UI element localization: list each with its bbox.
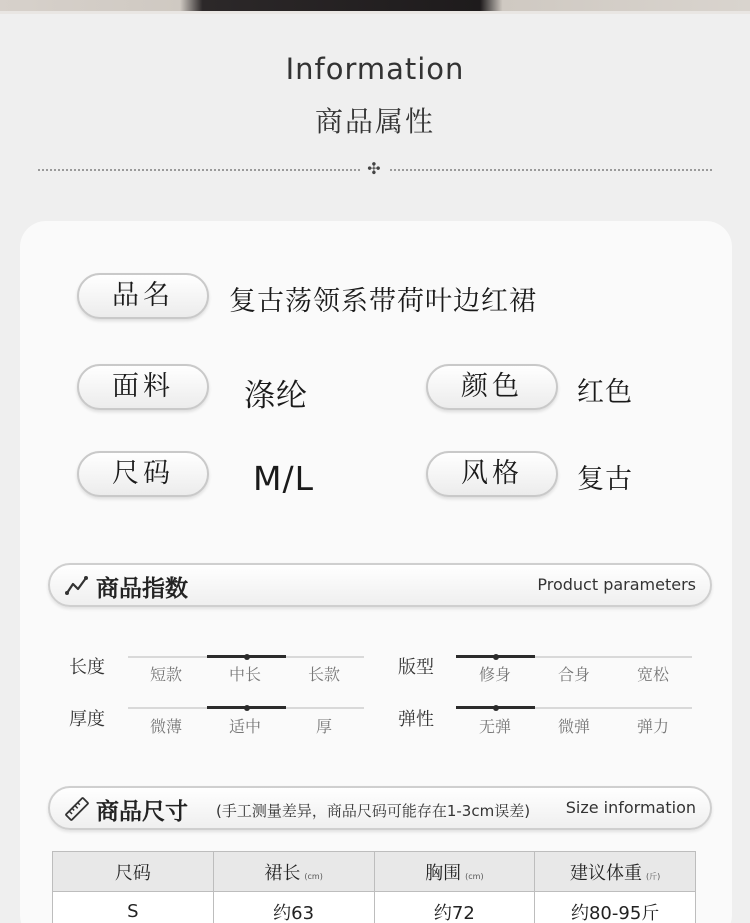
size-table-header <box>53 852 696 892</box>
param-option: 短款 <box>149 665 182 684</box>
section-title-en: Information <box>285 52 465 86</box>
size-table-header-cell: 建议体重 (斤) <box>535 852 696 892</box>
param-option: 宽松 <box>636 665 669 684</box>
param-track <box>128 707 364 709</box>
fabric-value: 涤纶 <box>244 378 308 414</box>
size-table-header-cell: 裙长 (cm) <box>213 852 374 892</box>
size-table <box>52 851 696 923</box>
param-selected-dot <box>244 705 250 711</box>
param-option: 长款 <box>307 665 340 684</box>
size-table-header-cell: 胸围 (cm) <box>374 852 535 892</box>
param-option: 弹力 <box>636 717 669 736</box>
param-option: 微薄 <box>149 717 182 736</box>
param-option: 无弹 <box>478 717 511 736</box>
table-cell: 约63 <box>213 892 374 923</box>
section-title-cn: 商品属性 <box>314 105 435 138</box>
param-option: 合身 <box>557 665 590 684</box>
size-table-body <box>53 892 696 923</box>
size-value: M/L <box>253 459 314 498</box>
style-label-pill: 风格 <box>426 451 558 497</box>
ruler-icon <box>64 796 90 822</box>
size-section-en: Size information <box>565 798 696 817</box>
param-option: 适中 <box>228 717 261 736</box>
param-label: 长度 <box>69 657 105 678</box>
param-label: 版型 <box>398 657 434 678</box>
product-photo-edge <box>0 0 750 14</box>
trend-line-icon <box>64 573 90 599</box>
table-cell: S <box>53 892 214 923</box>
size-table-header-cell: 尺码 <box>53 852 214 892</box>
params-section-en: Product parameters <box>537 575 696 594</box>
param-track <box>456 707 692 709</box>
param-selected-dot <box>493 705 499 711</box>
param-option: 中长 <box>228 665 261 684</box>
param-label: 厚度 <box>69 709 105 730</box>
param-track <box>128 656 364 658</box>
size-section-title: 商品尺寸 <box>96 799 188 825</box>
params-section-header <box>48 563 712 607</box>
param-track <box>456 656 692 658</box>
param-selected-dot <box>493 654 499 660</box>
table-row <box>53 892 696 923</box>
param-option: 厚 <box>315 717 332 736</box>
name-label-pill: 品名 <box>77 273 209 319</box>
style-value: 复古 <box>577 464 633 495</box>
param-selected-dot <box>244 654 250 660</box>
param-label: 弹性 <box>398 709 434 730</box>
param-option: 修身 <box>478 665 511 684</box>
size-section-header <box>48 786 712 830</box>
params-section-title: 商品指数 <box>96 576 188 602</box>
color-label-pill: 颜色 <box>426 364 558 410</box>
divider-left <box>38 169 360 171</box>
fabric-label-pill: 面料 <box>77 364 209 410</box>
size-section-note: (手工测量差异，商品尺码可能存在1-3cm误差) <box>216 802 531 820</box>
divider-right <box>390 169 712 171</box>
param-option: 微弹 <box>557 717 590 736</box>
table-cell: 约80-95斤 <box>535 892 696 923</box>
color-value: 红色 <box>577 377 633 408</box>
table-cell: 约72 <box>374 892 535 923</box>
cross-ornament-icon: ✣ <box>367 159 381 178</box>
size-label-pill: 尺码 <box>77 451 209 497</box>
name-value: 复古荡领系带荷叶边红裙 <box>229 286 537 317</box>
